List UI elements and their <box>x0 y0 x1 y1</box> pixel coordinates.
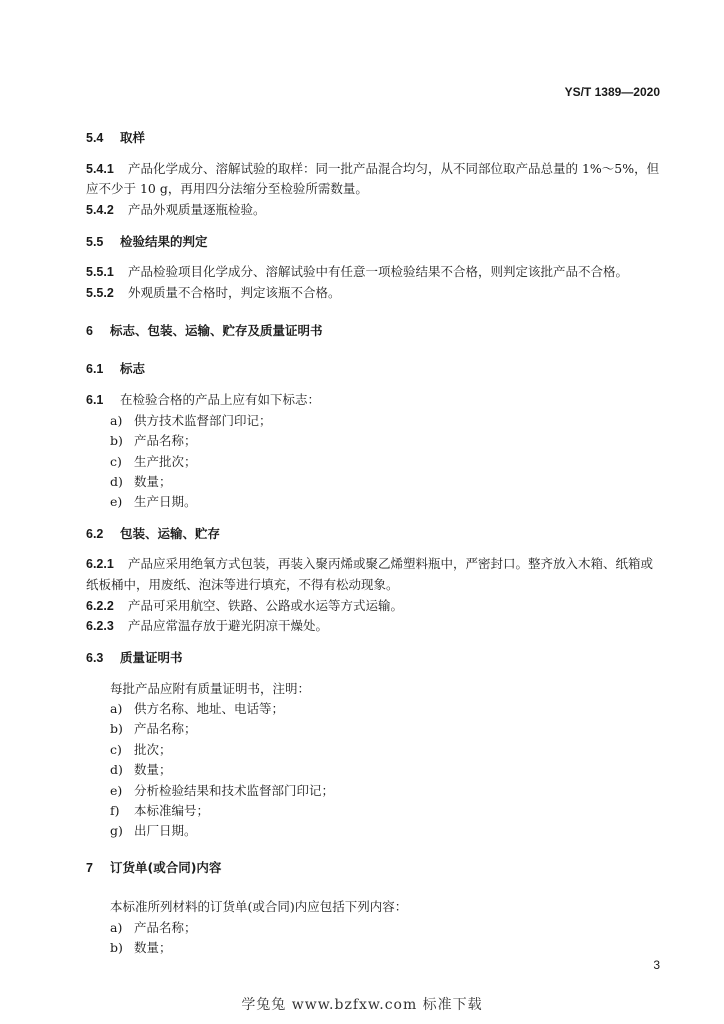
list-item: e) 生产日期。 <box>110 494 197 509</box>
clause-line: 6.2.2 产品可采用航空、铁路、公路或水运等方式运输。 <box>86 598 404 613</box>
footer-watermark: 学兔兔 www.bzfxw.com 标准下载 <box>241 997 483 1013</box>
clause-line: 6.2.1 产品应采用绝氧方式包装，再装入聚丙烯或聚乙烯塑料瓶中，严密封口。整齐放入木箱、纸箱或 <box>86 556 654 571</box>
clause-line: 应不少于 10 g，再用四分法缩分至检验所需数量。 <box>86 181 368 196</box>
paragraph: 本标准所列材料的订货单(或合同)内应包括下列内容： <box>110 899 408 914</box>
section-heading: 6.1 标志 <box>86 361 146 376</box>
list-item: a) 供方技术监督部门印记； <box>110 413 272 428</box>
clause-line: 5.5.2 外观质量不合格时，判定该瓶不合格。 <box>86 285 341 300</box>
clause-line: 5.4.1 产品化学成分、溶解试验的取样：同一批产品混合均匀，从不同部位取产品总量的 1%～5%，但 <box>86 161 660 176</box>
section-heading: 5.5 检验结果的判定 <box>86 234 208 249</box>
clause-line: 6.2.3 产品应常温存放于避光阴凉干燥处。 <box>86 618 329 633</box>
clause-line: 5.4.2 产品外观质量逐瓶检验。 <box>86 202 266 217</box>
standard-code: YS/T 1389—2020 <box>564 85 660 99</box>
list-item: g) 出厂日期。 <box>110 823 197 838</box>
clause-line: 5.5.1 产品检验项目化学成分、溶解试验中有任意一项检验结果不合格，则判定该批产品不合格。 <box>86 264 629 279</box>
list-item: b) 产品名称； <box>110 721 197 736</box>
chapter-heading: 7 订货单(或合同)内容 <box>86 860 222 875</box>
section-heading: 5.4 取样 <box>86 130 146 145</box>
paragraph: 每批产品应附有质量证明书，注明： <box>110 681 311 696</box>
page-number: 3 <box>653 958 660 972</box>
list-item: e) 分析检验结果和技术监督部门印记； <box>110 783 335 798</box>
list-item: a) 产品名称； <box>110 920 197 935</box>
chapter-heading: 6 标志、包装、运输、贮存及质量证明书 <box>86 323 323 338</box>
list-item: f) 本标准编号； <box>110 803 210 818</box>
list-item: d) 数量； <box>110 762 172 777</box>
list-item: a) 供方名称、地址、电话等； <box>110 701 285 716</box>
list-item: b) 数量； <box>110 940 172 955</box>
section-heading: 6.3 质量证明书 <box>86 650 183 665</box>
clause-line: 6.1 在检验合格的产品上应有如下标志： <box>86 392 321 407</box>
clause-line: 纸板桶中，用废纸、泡沫等进行填充，不得有松动现象。 <box>86 577 399 592</box>
list-item: b) 产品名称； <box>110 433 197 448</box>
section-heading: 6.2 包装、运输、贮存 <box>86 526 221 541</box>
list-item: c) 批次； <box>110 742 172 757</box>
list-item: d) 数量； <box>110 474 172 489</box>
list-item: c) 生产批次； <box>110 454 197 469</box>
